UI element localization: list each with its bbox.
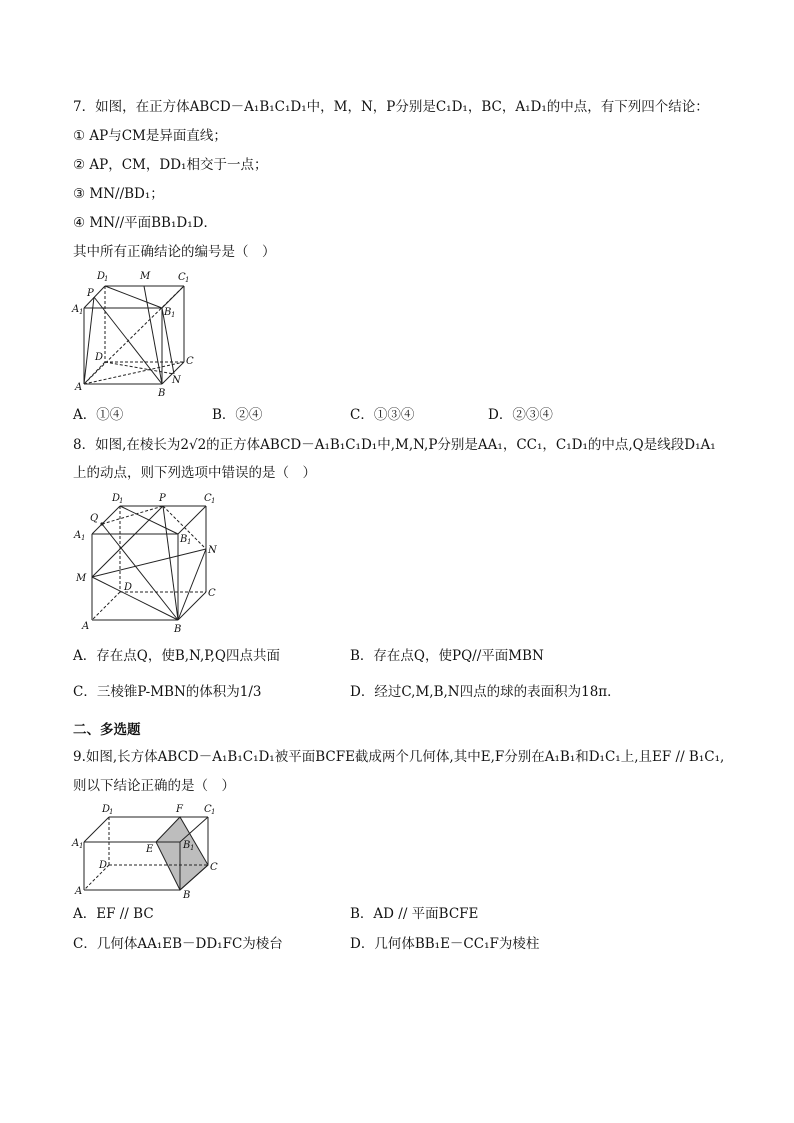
label-C: C bbox=[210, 862, 218, 873]
label-A1-sub: 1 bbox=[79, 842, 84, 850]
label-B1-sub: 1 bbox=[171, 311, 176, 319]
label-D: D bbox=[99, 860, 108, 871]
q7-statement-3: ③ MN//BD₁； bbox=[73, 186, 164, 202]
q8-stem-line2: 上的动点，则下列选项中错误的是（ ） bbox=[73, 465, 316, 481]
q7-option-a: A．①④ bbox=[73, 407, 124, 423]
label-B1: B bbox=[183, 840, 191, 851]
q7-option-b: B．②④ bbox=[212, 407, 263, 423]
label-C1: C bbox=[204, 493, 212, 504]
label-B: B bbox=[158, 388, 166, 399]
label-B1: B bbox=[164, 307, 172, 318]
label-D1-sub: 1 bbox=[109, 808, 114, 816]
label-A: A bbox=[75, 886, 83, 897]
label-M: M bbox=[76, 573, 87, 584]
label-P: P bbox=[159, 493, 166, 504]
q7-statement-4: ④ MN//平面BB₁D₁D． bbox=[73, 215, 217, 231]
label-D: D bbox=[95, 352, 104, 363]
label-A1-sub: 1 bbox=[79, 308, 84, 316]
q8-option-b: B．存在点Q，使PQ//平面MBN bbox=[350, 648, 544, 664]
label-B: B bbox=[174, 624, 182, 635]
label-C1: C bbox=[178, 272, 186, 283]
label-D1-sub: 1 bbox=[104, 275, 109, 283]
q9-stem-line1: 9.如图,长方体ABCD－A₁B₁C₁D₁被平面BCFE截成两个几何体,其中E,F分别在A₁B₁和D₁C₁上,且EF // B₁C₁, bbox=[73, 749, 725, 765]
point-q bbox=[100, 522, 103, 525]
q7-option-d: D．②③④ bbox=[488, 407, 553, 423]
label-C: C bbox=[186, 356, 194, 367]
label-A: A bbox=[75, 382, 83, 393]
label-B1: B bbox=[180, 534, 188, 545]
q7-cube-figure bbox=[70, 268, 200, 400]
label-C1-sub: 1 bbox=[211, 497, 216, 505]
label-C1: C bbox=[204, 804, 212, 815]
label-B1-sub: 1 bbox=[187, 538, 192, 546]
label-Q: Q bbox=[90, 513, 99, 524]
q8-cube-figure bbox=[70, 490, 230, 636]
q9-option-a: A．EF // BC bbox=[73, 906, 154, 922]
label-D1-sub: 1 bbox=[119, 497, 124, 505]
label-B1-sub: 1 bbox=[190, 844, 195, 852]
label-N: N bbox=[208, 545, 217, 556]
label-A1: A bbox=[72, 304, 80, 315]
label-A1: A bbox=[74, 530, 82, 541]
q9-stem-line2: 则以下结论正确的是（ ） bbox=[73, 778, 235, 794]
q8-stem-line1: 8．如图,在棱长为2√2的正方体ABCD－A₁B₁C₁D₁中,M,N,P分别是AA₁，CC₁，C₁D₁的中点,Q是线段D₁A₁ bbox=[73, 437, 716, 453]
q8-option-d: D．经过C,M,B,N四点的球的表面积为18π． bbox=[350, 684, 621, 700]
q7-stem: 7．如图，在正方体ABCD－A₁B₁C₁D₁中，M，N，P分别是C₁D₁，BC，A₁D₁的中点，有下列四个结论： bbox=[73, 99, 709, 115]
q7-option-c: C．①③④ bbox=[350, 407, 415, 423]
label-D1: D bbox=[97, 271, 106, 282]
label-P: P bbox=[87, 288, 94, 299]
label-D: D bbox=[124, 582, 133, 593]
q9-cuboid-figure bbox=[70, 800, 230, 900]
label-A1: A bbox=[72, 838, 80, 849]
label-N: N bbox=[172, 375, 181, 386]
label-D1: D bbox=[102, 804, 111, 815]
section-title: 二、多选题 bbox=[73, 722, 141, 738]
label-A1-sub: 1 bbox=[81, 534, 86, 542]
cutting-plane-bcfe bbox=[156, 817, 208, 890]
label-F: F bbox=[176, 804, 183, 815]
label-C: C bbox=[208, 588, 216, 599]
label-A: A bbox=[82, 621, 90, 632]
q7-statement-2: ② AP，CM，DD₁相交于一点； bbox=[73, 157, 268, 173]
label-D1: D bbox=[112, 493, 121, 504]
q9-option-b: B．AD // 平面BCFE bbox=[350, 906, 479, 922]
label-E: E bbox=[146, 844, 154, 855]
q8-option-c: C．三棱锥P-MBN的体积为1/3 bbox=[73, 684, 262, 700]
q8-option-a: A．存在点Q，使B,N,P,Q四点共面 bbox=[73, 648, 280, 664]
label-M: M bbox=[140, 271, 151, 282]
label-C1-sub: 1 bbox=[211, 808, 216, 816]
q7-question: 其中所有正确结论的编号是（ ） bbox=[73, 244, 276, 260]
label-C1-sub: 1 bbox=[185, 276, 190, 284]
q7-statement-1: ① AP与CM是异面直线； bbox=[73, 128, 227, 144]
label-B: B bbox=[183, 890, 191, 901]
q9-option-d: D．几何体BB₁E－CC₁F为棱柱 bbox=[350, 936, 540, 952]
q9-option-c: C．几何体AA₁EB－DD₁FC为棱台 bbox=[73, 936, 283, 952]
